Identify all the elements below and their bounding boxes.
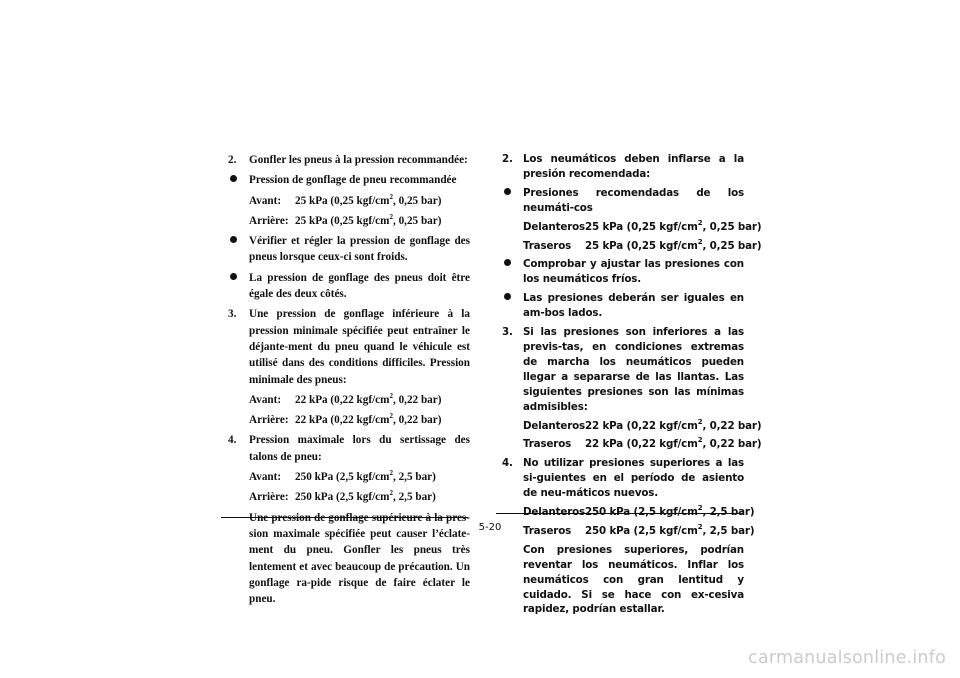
warning-paragraph: Une pression de gonflage supérieure à la pres-sion maximale spécifiée peut causer l’éclate-ment du pneu. Gonfler les pneus très lentement et avec beaucoup de précaution. Un gonflage ra-pide risque de faire éclater le pneu. <box>249 511 470 606</box>
bullet-icon <box>504 188 511 195</box>
step-3 <box>228 306 470 387</box>
bullet-text: Pression de gonflage de pneu recommandée <box>249 174 457 187</box>
step-number: 2. <box>502 153 513 165</box>
page-number: 5-20 <box>478 522 502 533</box>
pressure-label: Traseros <box>523 239 572 252</box>
spanish-column <box>502 152 762 621</box>
step-text: No utilizar presiones superiores a las si-guientes en el período de asiento de neu-máticos nuevos. <box>523 457 744 500</box>
pressure-value: 250 kPa (2,5 kgf/$cm^2$, 2,5 bar) <box>585 504 755 519</box>
step-number: 3. <box>502 326 513 339</box>
pressure-rear <box>228 213 470 229</box>
step-3 <box>502 325 744 414</box>
pressure-front <box>228 469 470 485</box>
pressure-label: Arrière: <box>249 491 289 504</box>
step-number: 4. <box>502 457 513 470</box>
bullet-equal-pressure <box>502 291 744 321</box>
pressure-rear <box>502 436 762 452</box>
bullet-text: Las presiones deberán ser iguales en am-bos lados. <box>523 292 744 320</box>
step-text: Pression maximale lors du sertissage des talons de pneu: <box>249 434 470 463</box>
pressure-value: 250 kPa (2,5 kgf/$cm^2$, 2,5 bar) <box>585 522 755 537</box>
pressure-value: 22 kPa (0,22 kgf/$cm^2$, 0,22 bar) <box>295 391 442 406</box>
pressure-label: Traseros <box>523 438 572 451</box>
pressure-label: Delanteros <box>523 506 586 519</box>
pressure-front <box>502 218 762 235</box>
bullet-equal-pressure <box>228 270 470 303</box>
step-text: Une pression de gonflage inférieure à la pression minimale spécifiée peut entraîner le déjante-ment du pneu quand le véhicule est utilisé dans des conditions difficiles. Pression minimale des pneus: <box>249 308 470 386</box>
pressure-value: 22 kPa (0,22 kgf/$cm^2$, 0,22 bar) <box>585 417 762 432</box>
pressure-value: 22 kPa (0,22 kgf/$cm^2$, 0,22 bar) <box>295 412 442 427</box>
bullet-check-cold <box>502 257 744 287</box>
bullet-recommended-pressure <box>228 172 470 188</box>
pressure-value: 250 kPa (2,5 kgf/$cm^2$, 2,5 bar) <box>295 469 436 484</box>
step-number: 2. <box>228 154 237 166</box>
french-column <box>228 152 470 611</box>
pressure-value: 250 kPa (2,5 kgf/$cm^2$, 2,5 bar) <box>295 489 436 504</box>
step-text: Si las presiones son inferiores a las previs-tas, en condiciones extremas de marcha los neumáticos pueden llegar a separarse de las llantas. Las siguientes presiones son las mínimas admisibles: <box>523 326 744 413</box>
watermark: carmanualsonline.info <box>748 648 946 668</box>
warning-paragraph: Con presiones superiores, podrían reventar los neumáticos. Inflar los neumáticos con gran lentitud y cuidado. Si se hace con ex-cesiva rapidez, podrían estallar. <box>523 543 744 616</box>
step-number: 3. <box>228 308 237 321</box>
step-text: Los neumáticos deben inflarse a la presión recomendada: <box>523 153 744 180</box>
bullet-text: La pression de gonflage des pneus doit être égale des deux côtés. <box>249 271 470 301</box>
pressure-front <box>228 193 470 209</box>
step-4 <box>228 432 470 465</box>
french-bottom-rule <box>221 517 468 518</box>
pressure-value: 25 kPa (0,25 kgf/$cm^2$, 0,25 bar) <box>585 218 762 233</box>
step-2 <box>228 152 470 168</box>
pressure-label: Delanteros <box>523 419 586 432</box>
bullet-text: Comprobar y ajustar las presiones con los neumáticos fríos. <box>523 258 744 286</box>
bullet-icon <box>230 236 237 243</box>
spanish-bottom-rule <box>496 513 743 514</box>
pressure-value: 25 kPa (0,25 kgf/$cm^2$, 0,25 bar) <box>295 192 442 207</box>
step-number: 4. <box>228 434 237 447</box>
bullet-text: Vérifier et régler la pression de gonflage des pneus lorsque ceux-ci sont froids. <box>249 235 470 264</box>
step-2 <box>502 152 744 182</box>
bullet-icon <box>504 293 511 300</box>
pressure-rear <box>502 522 755 539</box>
pressure-rear <box>502 237 762 254</box>
pressure-value: 25 kPa (0,25 kgf/$cm^2$, 0,25 bar) <box>295 212 442 227</box>
pressure-front <box>502 417 762 434</box>
step-text: Gonfler les pneus à la pression recommandée: <box>249 154 468 166</box>
pressure-label: Avant: <box>249 194 282 207</box>
pressure-rear <box>228 412 470 428</box>
bullet-recommended-pressure <box>502 186 744 216</box>
pressure-rear <box>228 489 470 505</box>
pressure-label: Delanteros <box>523 220 586 233</box>
pressure-front <box>228 392 470 408</box>
pressure-value: 25 kPa (0,25 kgf/$cm^2$, 0,25 bar) <box>585 237 762 252</box>
pressure-label: Avant: <box>249 393 282 406</box>
pressure-label: Arrière: <box>249 214 289 227</box>
pressure-value: 22 kPa (0,22 kgf/$cm^2$, 0,22 bar) <box>585 436 762 451</box>
bullet-icon <box>230 175 237 182</box>
bullet-check-cold <box>228 233 470 266</box>
pressure-label: Arrière: <box>249 414 289 427</box>
pressure-label: Traseros <box>523 524 572 537</box>
bullet-icon <box>504 259 511 266</box>
bullet-icon <box>230 273 237 280</box>
step-4 <box>502 456 744 501</box>
bullet-text: Presiones recomendadas de los neumáti-cos <box>523 186 744 214</box>
pressure-label: Avant: <box>249 471 282 484</box>
